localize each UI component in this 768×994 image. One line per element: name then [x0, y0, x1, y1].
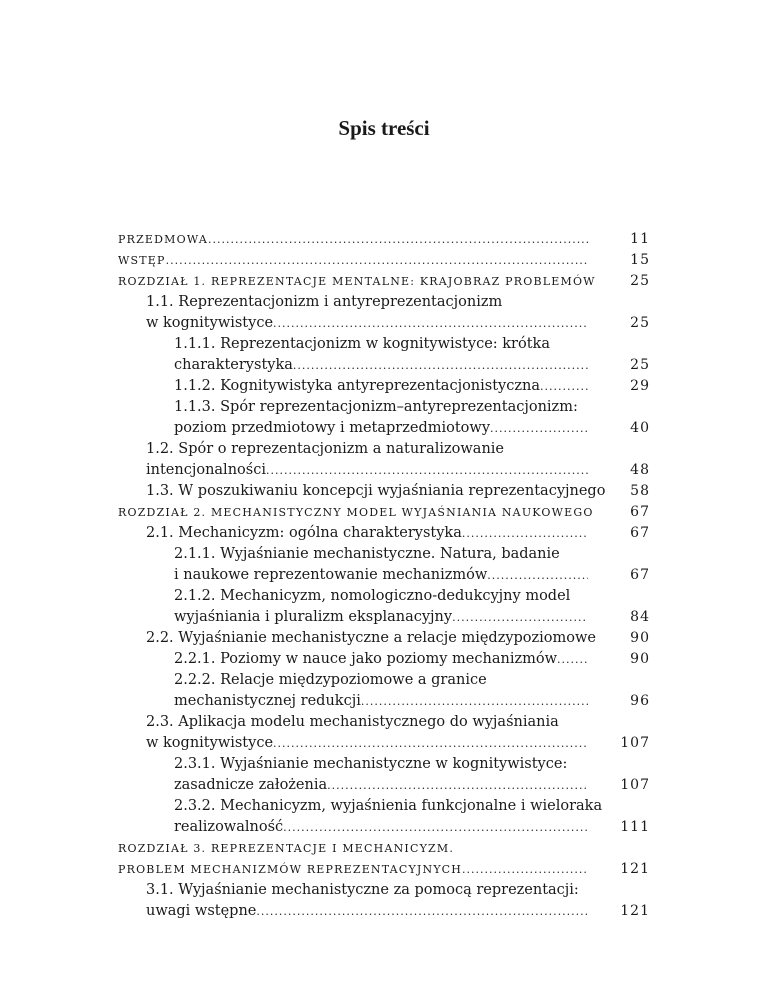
toc-leader-dots — [283, 817, 588, 838]
toc-leader-dots — [256, 901, 588, 922]
toc-entry-title: 3.1. Wyjaśnianie mechanistyczne za pomocą reprezentacji: — [146, 882, 579, 898]
toc-entry — [118, 523, 650, 544]
toc-page-number: 90 — [630, 651, 650, 667]
toc-leader-dots — [462, 523, 588, 544]
toc-leader-dots — [327, 775, 588, 796]
toc-page-number: 84 — [630, 609, 650, 625]
toc-leader-dots — [266, 460, 588, 481]
toc-leader-dots — [452, 607, 588, 628]
toc-leader-dots — [361, 691, 588, 712]
toc-entry — [118, 334, 650, 376]
toc-entry-title: 2.1.1. Wyjaśnianie mechanistyczne. Natura, badanie — [174, 546, 560, 562]
toc-entry-title: 2.3. Aplikacja modelu mechanistycznego do wyjaśniania — [146, 714, 559, 730]
toc-page-number: 67 — [630, 504, 650, 520]
toc-entry — [118, 586, 650, 628]
toc-leader-dots — [273, 733, 588, 754]
toc-entry-title: PRZEDMOWA — [118, 233, 208, 246]
toc-entry — [118, 376, 650, 397]
toc-entry-title: WSTĘP — [118, 254, 166, 267]
toc-page-number: 25 — [630, 315, 650, 331]
toc-entry-title: 1.1.3. Spór reprezentacjonizm–antyreprezentacjonizm: — [174, 399, 578, 415]
toc-entry — [118, 880, 650, 922]
toc-entry-title: poziom przedmiotowy i metaprzedmiotowy — [174, 420, 491, 436]
toc-entry-title: ROZDZIAŁ 2. MECHANISTYCZNY MODEL WYJAŚNIANIA NAUKOWEGO — [118, 506, 594, 519]
toc-entry-title: 1.1. Reprezentacjonizm i antyreprezentacjonizm — [146, 294, 503, 310]
toc-entry — [118, 754, 650, 796]
toc-entry-title: 2.3.2. Mechanicyzm, wyjaśnienia funkcjonalne i wieloraka — [174, 798, 603, 814]
toc-entry — [118, 439, 650, 481]
toc-page-number: 107 — [620, 735, 650, 751]
toc-entry — [118, 502, 650, 523]
toc-entry — [118, 292, 650, 334]
toc-entry-title: wyjaśniania i pluralizm eksplanacyjny — [174, 609, 453, 625]
toc-page-number: 40 — [630, 420, 650, 436]
toc-entry — [118, 838, 650, 880]
toc-entry — [118, 649, 650, 670]
toc-entry — [118, 481, 650, 502]
toc-entry-title: intencjonalności — [146, 462, 266, 478]
toc-entry — [118, 628, 650, 649]
toc-page-number: 121 — [620, 903, 650, 919]
toc-entry-title: w kognitywistyce — [146, 735, 274, 751]
toc-entry-title: ROZDZIAŁ 3. REPREZENTACJE I MECHANICYZM. — [118, 842, 455, 855]
toc-entry-title: 1.1.1. Reprezentacjonizm w kognitywistyce: krótka — [174, 336, 550, 352]
toc-entry-title: zasadnicze założenia — [174, 777, 328, 793]
toc-entry-title: 2.1. Mechanicyzm: ogólna charakterystyka — [146, 525, 462, 541]
toc-entry-title: ROZDZIAŁ 1. REPREZENTACJE MENTALNE: KRAJOBRAZ PROBLEMÓW — [118, 275, 596, 288]
toc-entry — [118, 229, 650, 250]
toc-page-number: 15 — [630, 252, 650, 268]
toc-page-number: 11 — [630, 231, 650, 247]
toc-entry — [118, 712, 650, 754]
toc-entry-title: 1.3. W poszukiwaniu koncepcji wyjaśniania reprezentacyjnego — [146, 483, 606, 499]
table-of-contents — [118, 229, 650, 922]
toc-leader-dots — [208, 229, 588, 250]
toc-entry-title: 1.1.2. Kognitywistyka antyreprezentacjonistyczna — [174, 378, 540, 394]
toc-entry-title: w kognitywistyce — [146, 315, 274, 331]
toc-entry — [118, 250, 650, 271]
toc-entry-title: PROBLEM MECHANIZMÓW REPREZENTACYJNYCH — [118, 863, 463, 876]
toc-page-number: 90 — [630, 630, 650, 646]
toc-page-number: 121 — [620, 861, 650, 877]
toc-leader-dots — [490, 418, 588, 439]
toc-entry-title: 2.2. Wyjaśnianie mechanistyczne a relacje międzypoziomowe — [146, 630, 597, 646]
toc-entry — [118, 271, 650, 292]
toc-leader-dots — [487, 565, 588, 586]
toc-entry-title: realizowalność — [174, 819, 284, 835]
toc-entry — [118, 544, 650, 586]
toc-entry-title: uwagi wstępne — [146, 903, 257, 919]
toc-entry-title: charakterystyka — [174, 357, 293, 373]
toc-leader-dots — [293, 355, 588, 376]
toc-page-number: 25 — [630, 273, 650, 289]
page-title: Spis treści — [338, 116, 430, 140]
toc-entry-title: 1.2. Spór o reprezentacjonizm a naturalizowanie — [146, 441, 504, 457]
toc-entry — [118, 397, 650, 439]
toc-page-number: 96 — [630, 693, 650, 709]
toc-entry — [118, 670, 650, 712]
toc-entry-title: 2.1.2. Mechanicyzm, nomologiczno-dedukcyjny model — [174, 588, 571, 604]
toc-entry — [118, 796, 650, 838]
toc-page-number: 58 — [630, 483, 650, 499]
toc-entry-title: mechanistycznej redukcji — [174, 693, 361, 709]
toc-entry-title: i naukowe reprezentowanie mechanizmów — [174, 567, 488, 583]
toc-page-number: 111 — [620, 819, 650, 835]
toc-page-number: 29 — [630, 378, 650, 394]
toc-entry-title: 2.2.2. Relacje międzypoziomowe a granice — [174, 672, 487, 688]
toc-leader-dots — [462, 859, 588, 880]
toc-page-number: 107 — [620, 777, 650, 793]
toc-page-number: 48 — [630, 462, 650, 478]
toc-leader-dots — [540, 376, 588, 397]
toc-page-number: 67 — [630, 567, 650, 583]
toc-entry-title: 2.3.1. Wyjaśnianie mechanistyczne w kognitywistyce: — [174, 756, 568, 772]
toc-entry-title: 2.2.1. Poziomy w nauce jako poziomy mechanizmów — [174, 651, 557, 667]
toc-leader-dots — [166, 250, 588, 271]
toc-page-number: 67 — [630, 525, 650, 541]
toc-leader-dots — [557, 649, 588, 670]
toc-leader-dots — [273, 313, 588, 334]
toc-page-number: 25 — [630, 357, 650, 373]
